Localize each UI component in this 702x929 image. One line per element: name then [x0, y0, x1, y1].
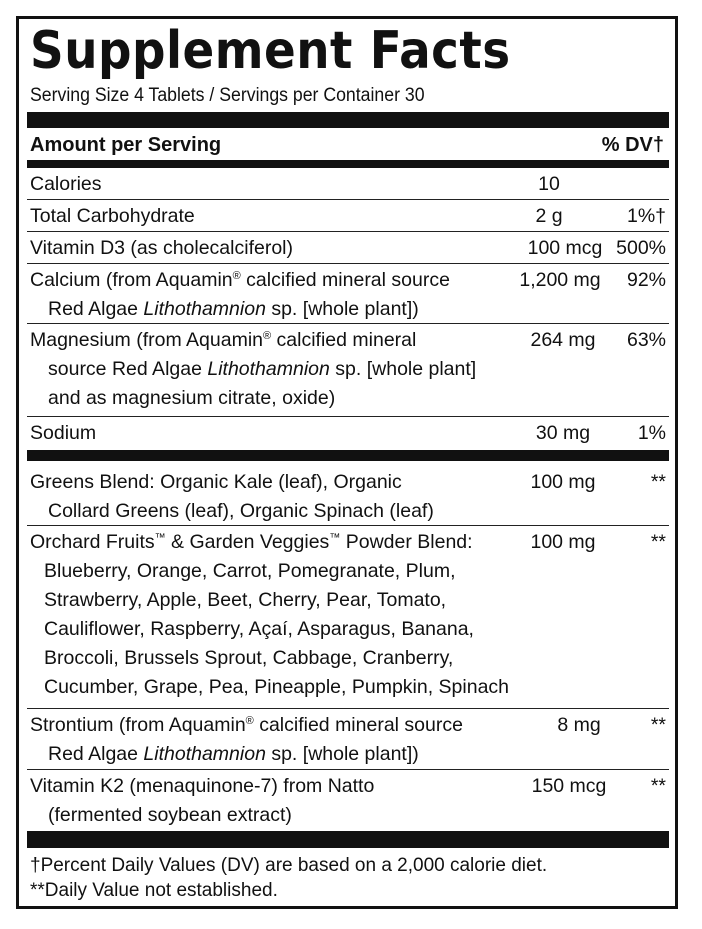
nutrient-name: Vitamin D3 (as cholecalciferol)	[30, 237, 293, 259]
nutrient-amount: 30 mg	[535, 422, 591, 444]
nutrient-name: Magnesium (from Aquamin® calcified mineral source Red Algae Lithothamnion sp. [whole plant] and as magnesium citrate, oxide)	[30, 329, 477, 409]
nutrient-dv: **	[650, 471, 666, 493]
nutrient-name: Orchard Fruits™ & Garden Veggies™ Powder Blend: Blueberry, Orange, Carrot, Pomegranate, Plum, Strawberry, Apple, Beet, Cherry, Pear, Tomato, Cauliflower, Raspberry, Açaí, Asparagus, Banana, Broccoli, Brussels Sprout, Cabbage, Cranberry, Cucumber, Grape, Pea, Pineapple, Pumpkin, Spinach	[30, 531, 510, 698]
footnote-not-established: **Daily Value not established.	[30, 880, 278, 901]
nutrient-name: Sodium	[30, 422, 97, 444]
nutrient-row-orchard-fruits	[27, 526, 669, 709]
amount-per-serving-label: Amount per Serving	[30, 134, 222, 156]
nutrient-row-sodium	[27, 417, 669, 449]
nutrient-name: Calories	[30, 173, 102, 195]
nutrient-row-calories	[27, 168, 669, 200]
nutrient-row-magnesium	[27, 324, 669, 417]
nutrient-name: Strontium (from Aquamin® calcified mineral source Red Algae Lithothamnion sp. [whole plant])	[30, 714, 463, 765]
medium-divider	[27, 450, 669, 461]
nutrient-dv: **	[650, 775, 666, 797]
nutrient-dv: **	[650, 531, 666, 553]
nutrient-row-strontium	[27, 709, 669, 770]
nutrient-dv: 1%†	[626, 205, 666, 227]
nutrient-row-calcium	[27, 264, 669, 324]
nutrient-row-vitamin-d3	[27, 232, 669, 264]
panel-title: Supplement Facts	[30, 21, 511, 81]
nutrient-amount: 100 mg	[530, 531, 596, 553]
nutrient-amount: 8 mg	[557, 714, 601, 736]
nutrient-amount: 264 mg	[530, 329, 596, 351]
footnote-dv: †Percent Daily Values (DV) are based on a 2,000 calorie diet.	[30, 855, 548, 876]
nutrient-row-greens-blend	[27, 466, 669, 526]
column-header	[30, 131, 664, 159]
nutrient-row-carbohydrate	[27, 200, 669, 232]
nutrient-amount: 1,200 mg	[519, 269, 601, 291]
nutrient-name: Vitamin K2 (menaquinone-7) from Natto (fermented soybean extract)	[30, 775, 375, 826]
nutrient-row-vitamin-k2	[27, 770, 669, 830]
thick-divider	[27, 112, 669, 128]
footnotes	[30, 853, 547, 903]
nutrient-dv: 92%	[626, 269, 666, 291]
nutrient-amount: 100 mg	[530, 471, 596, 493]
nutrient-name: Greens Blend: Organic Kale (leaf), Organic Collard Greens (leaf), Organic Spinach (leaf)	[30, 471, 434, 522]
nutrient-amount: 150 mcg	[531, 775, 607, 797]
nutrient-amount: 10	[538, 173, 560, 195]
nutrient-dv: 63%	[626, 329, 666, 351]
nutrient-name: Calcium (from Aquamin® calcified mineral source Red Algae Lithothamnion sp. [whole plant])	[30, 269, 450, 320]
nutrient-dv: **	[650, 714, 666, 736]
serving-info: Serving Size 4 Tablets / Servings per Container 30	[30, 85, 425, 106]
nutrient-amount: 100 mcg	[527, 237, 603, 259]
supplement-facts-panel	[16, 16, 678, 909]
dv-label: % DV†	[601, 134, 664, 156]
nutrient-name: Total Carbohydrate	[30, 205, 195, 227]
medium-divider	[27, 160, 669, 168]
nutrient-dv: 1%	[637, 422, 666, 444]
nutrient-dv: 500%	[616, 237, 666, 259]
nutrient-amount: 2 g	[535, 205, 563, 227]
thick-divider	[27, 831, 669, 848]
